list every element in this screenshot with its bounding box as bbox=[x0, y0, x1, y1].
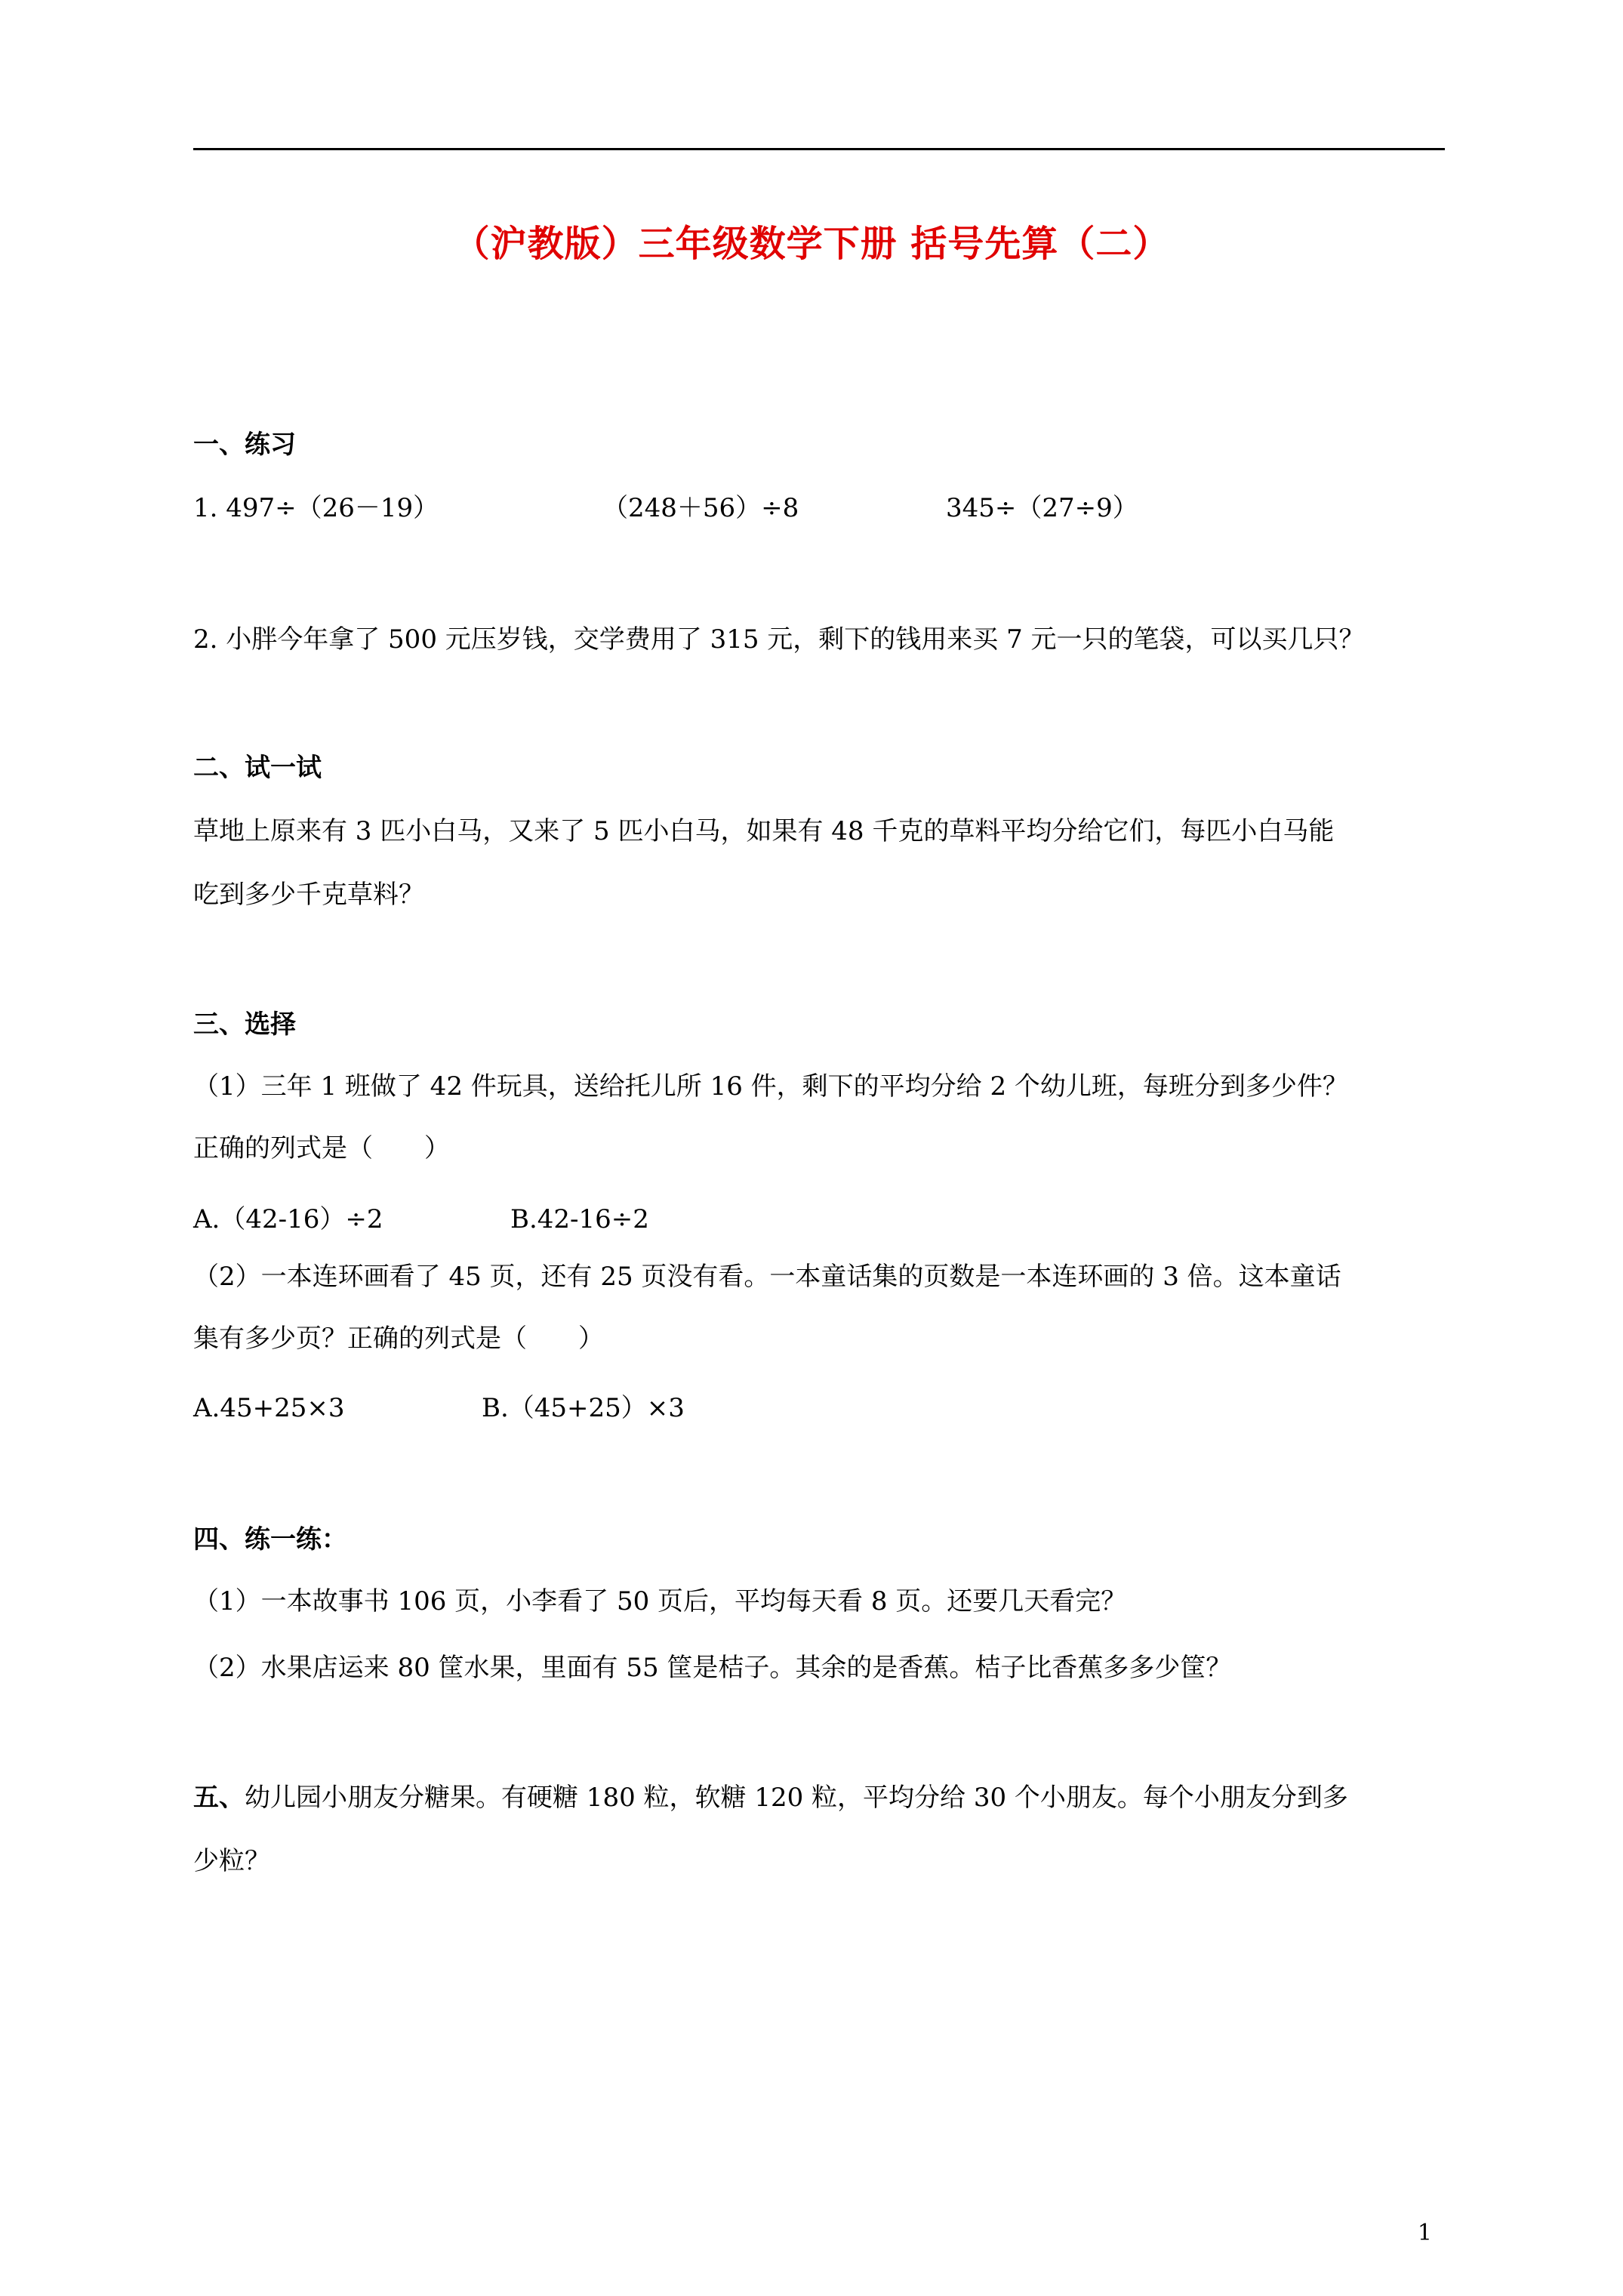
section-5-line-2: 少粒？ bbox=[193, 1846, 270, 1876]
choice-2-line-1: （2）一本连环画看了 45 页，还有 25 页没有看。一本童话集的页数是一本连环画的 3 倍。这本童话 bbox=[193, 1262, 1341, 1292]
problem-1c: 345÷（27÷9） bbox=[946, 493, 1138, 523]
try-line-2: 吃到多少千克草料？ bbox=[193, 880, 424, 910]
choice-1-line-1: （1）三年 1 班做了 42 件玩具，送给托儿所 16 件，剩下的平均分给 2 个幼儿班，每班分到多少件？ bbox=[193, 1071, 1348, 1102]
problem-1a: 1. 497÷（26－19） bbox=[193, 493, 439, 523]
choice-1-option-a: A.（42-16）÷2 bbox=[193, 1204, 383, 1234]
exercise-2: （2）水果店运来 80 筐水果，里面有 55 筐是桔子。其余的是香蕉。桔子比香蕉多多少筐？ bbox=[193, 1653, 1232, 1683]
exercise-1: （1）一本故事书 106 页，小李看了 50 页后，平均每天看 8 页。还要几天看完？ bbox=[193, 1586, 1127, 1616]
candy-problem-text: 幼儿园小朋友分糖果。有硬糖 180 粒，软糖 120 粒，平均分给 30 个小朋友。每个小朋友分到多 bbox=[245, 1783, 1348, 1813]
choice-1-option-b: B.42-16÷2 bbox=[510, 1204, 649, 1234]
page-number: 1 bbox=[1417, 2220, 1432, 2246]
header-rule bbox=[193, 148, 1445, 150]
section-heading-choice: 三、选择 bbox=[193, 1009, 296, 1040]
problem-2: 2. 小胖今年拿了 500 元压岁钱，交学费用了 315 元，剩下的钱用来买 7 元一只的笔袋，可以买几只？ bbox=[193, 624, 1365, 655]
choice-1-line-2: 正确的列式是（ ） bbox=[193, 1133, 450, 1163]
choice-2-option-a: A.45+25×3 bbox=[193, 1393, 345, 1423]
try-line-1: 草地上原来有 3 匹小白马，又来了 5 匹小白马，如果有 48 千克的草料平均分给它们，每匹小白马能 bbox=[193, 816, 1335, 846]
section-heading-candy: 五、 bbox=[193, 1783, 245, 1813]
section-heading-try: 二、试一试 bbox=[193, 753, 322, 783]
section-heading-exercise: 四、练一练： bbox=[193, 1524, 347, 1555]
choice-2-option-b: B.（45+25）×3 bbox=[482, 1393, 685, 1423]
problem-1b: （248＋56）÷8 bbox=[602, 493, 799, 523]
section-heading-practice: 一、练习 bbox=[193, 430, 296, 460]
section-5-line-1 bbox=[193, 1779, 1348, 1817]
page-title: （沪教版）三年级数学下册 括号先算（二） bbox=[453, 223, 1170, 265]
choice-2-line-2: 集有多少页？正确的列式是（ ） bbox=[193, 1324, 604, 1354]
